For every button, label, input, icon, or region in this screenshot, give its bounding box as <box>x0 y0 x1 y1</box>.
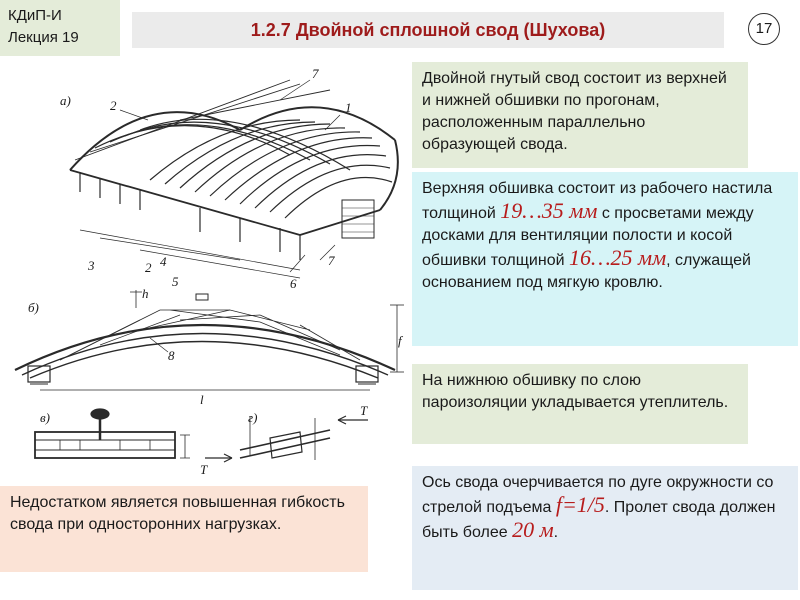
course-tag <box>0 0 120 56</box>
double-vault-description: Двойной гнутый свод состоит из верхней и нижней обшивки по прогонам, расположенным параллельно образующей свода. <box>422 70 727 153</box>
vault-illustration <box>0 60 405 480</box>
label-6: 6 <box>290 276 297 291</box>
lecture-number: Лекция 19 <box>8 29 79 46</box>
text-box-drawback <box>0 486 368 572</box>
label-4: 4 <box>160 254 167 269</box>
label-7-bottom: 7 <box>328 253 335 268</box>
label-t-top: T <box>360 403 368 418</box>
course-code: КДиП-И <box>8 7 62 24</box>
drawback-description: Недостатком является повышенная гибкость свода при односторонних нагрузках. <box>10 494 345 533</box>
label-b: б) <box>28 300 39 315</box>
text-box-double-vault <box>412 62 748 168</box>
label-h: h <box>142 286 149 301</box>
label-a: а) <box>60 93 71 108</box>
upper-sheathing-text-1: Верхняя обшивка состоит из рабочего настила толщиной <box>422 180 773 222</box>
vault-axis-text-2: . Пролет свода должен быть более <box>422 499 776 541</box>
label-l: l <box>200 392 204 407</box>
insulation-description: На нижнюю обшивку по слою пароизоляции укладывается утеплитель. <box>422 372 729 411</box>
label-2: 2 <box>110 98 117 113</box>
label-t-bottom: T <box>200 462 208 477</box>
label-3: 3 <box>88 258 95 273</box>
text-box-vault-axis <box>412 466 798 590</box>
label-8: 8 <box>168 348 175 363</box>
page-number-badge: 17 <box>748 13 780 45</box>
deck-thickness-value: 19…35 мм <box>500 198 598 223</box>
diagonal-thickness-value: 16…25 мм <box>568 245 667 270</box>
drawing-v-detail <box>35 409 190 458</box>
span-value: 20 м <box>512 517 554 542</box>
label-g: г) <box>248 410 258 425</box>
label-7-top: 7 <box>312 66 319 81</box>
drawing-b-section <box>15 290 404 390</box>
label-f: f <box>398 333 402 348</box>
slide-title: 1.2.7 Двойной сплошной свод (Шухова) <box>132 12 724 48</box>
vault-axis-text-3: . <box>553 524 559 541</box>
label-1: 1 <box>345 100 352 115</box>
vault-axis-text-1: Ось свода очерчивается по дуге окружности со стрелой подъема <box>422 474 774 516</box>
upper-sheathing-text-2: с просветами между досками для вентиляции полости и косой обшивки толщиной <box>422 205 754 269</box>
drawing-g-detail <box>205 416 368 462</box>
label-v: в) <box>40 410 50 425</box>
label-2b: 2 <box>145 260 152 275</box>
text-box-upper-sheathing <box>412 172 798 346</box>
label-5: 5 <box>172 274 179 289</box>
upper-sheathing-text-3: , служащей основанием под мягкую кровлю. <box>422 252 751 291</box>
text-box-insulation <box>412 364 748 444</box>
rise-ratio-value: f=1/5 <box>555 492 605 517</box>
